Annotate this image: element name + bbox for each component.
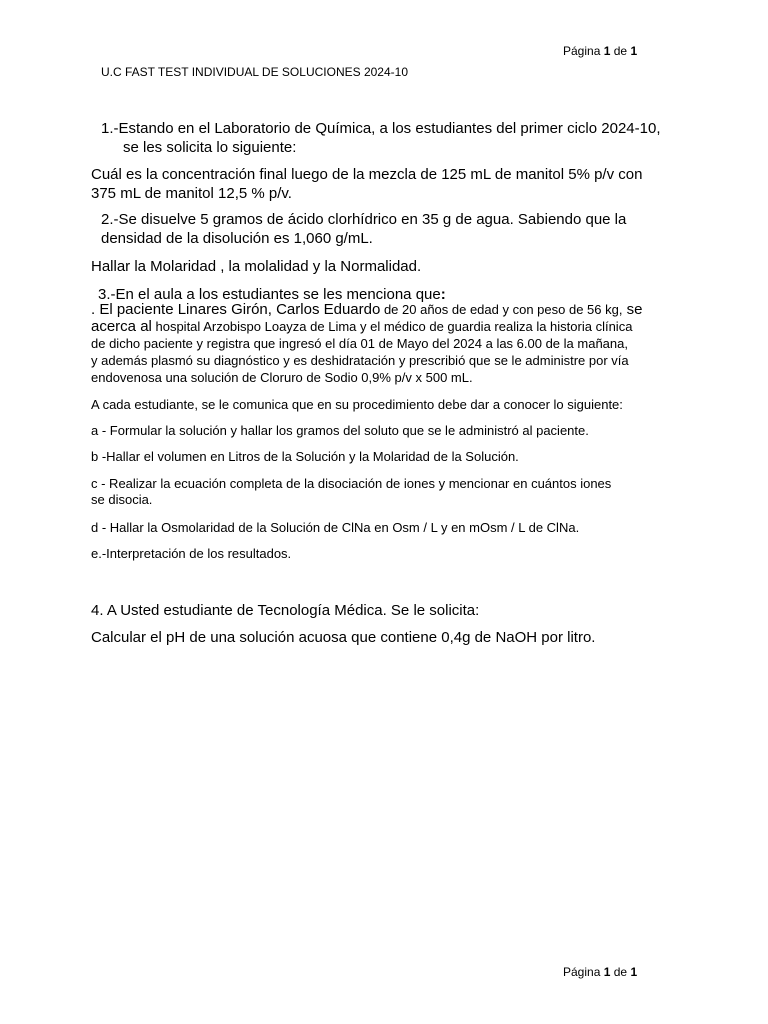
patient-age-weight: de 20 años de edad y con peso de 56 kg,	[380, 302, 623, 317]
question-2	[101, 210, 701, 248]
patient-case-hospital: hospital Arzobispo Loayza de Lima y el médico de guardia realiza la historia clínica	[151, 319, 633, 334]
patient-case	[91, 301, 691, 386]
question-1-line-2: se les solicita lo siguiente:	[123, 139, 297, 156]
patient-name: . El paciente Linares Girón, Carlos Eduardo	[91, 301, 381, 318]
question-2-line-2: densidad de la disolución es 1,060 g/mL.	[101, 230, 373, 247]
question-1-body-line-1: Cuál es la concentración final luego de la mezcla de 125 mL de manitol 5% p/v con	[91, 166, 643, 183]
question-3-intro-text: 3.-En el aula a los estudiantes se les menciona que	[98, 286, 441, 303]
page-num: 1	[603, 44, 611, 58]
item-c-line-1: c - Realizar la ecuación completa de la disociación de iones y mencionar en cuántos iones	[91, 476, 612, 491]
document-title: U.C FAST TEST INDIVIDUAL DE SOLUCIONES 2024-10	[101, 65, 408, 79]
patient-case-se: se	[622, 301, 643, 318]
question-4-body: Calcular el pH de una solución acuosa que contiene 0,4g de NaOH por litro.	[91, 629, 596, 646]
question-3-colon: :	[440, 286, 446, 303]
footer-of-word: de	[613, 965, 628, 979]
question-2-line-1: 2.-Se disuelve 5 gramos de ácido clorhídrico en 35 g de agua. Sabiendo que la	[101, 211, 627, 228]
item-c	[91, 476, 691, 508]
item-d: d - Hallar la Osmolaridad de la Solución de ClNa en Osm / L y en mOsm / L de ClNa.	[91, 520, 580, 535]
instruction-text: A cada estudiante, se le comunica que en su procedimiento debe dar a conocer lo siguiente:	[91, 397, 623, 412]
item-b: b -Hallar el volumen en Litros de la Solución y la Molaridad de la Solución.	[91, 449, 519, 464]
item-c-line-2: se disocia.	[91, 492, 153, 507]
page-total: 1	[630, 44, 638, 58]
question-1-line-1: 1.-Estando en el Laboratorio de Química, a los estudiantes del primer ciclo 2024-10,	[101, 120, 661, 137]
patient-case-line-1	[91, 301, 691, 318]
patient-case-line-2	[91, 318, 691, 335]
question-4-title: 4. A Usted estudiante de Tecnología Médica. Se le solicita:	[91, 602, 480, 619]
patient-case-line-5: endovenosa una solución de Cloruro de Sodio 0,9% p/v x 500 mL.	[91, 370, 473, 385]
question-1-body-line-2: 375 mL de manitol 12,5 % p/v.	[91, 185, 292, 202]
question-1	[101, 119, 721, 157]
patient-case-acerca: acerca al	[91, 318, 152, 335]
page-word: Página	[563, 44, 601, 58]
question-1-body	[91, 165, 691, 203]
patient-case-line-3: de dicho paciente y registra que ingresó el día 01 de Mayo del 2024 a las 6.00 de la mañana,	[91, 336, 628, 351]
footer-page-word: Página	[563, 965, 601, 979]
item-a: a - Formular la solución y hallar los gramos del soluto que se le administró al paciente.	[91, 423, 589, 438]
footer-page-total: 1	[630, 965, 638, 979]
footer-page-num: 1	[603, 965, 611, 979]
of-word: de	[613, 44, 628, 58]
page-number-footer	[563, 965, 637, 979]
page-number-header	[563, 44, 637, 58]
patient-case-line-4: y además plasmó su diagnóstico y es deshidratación y prescribió que se le administre por vía	[91, 353, 629, 368]
question-2-body: Hallar la Molaridad , la molalidad y la Normalidad.	[91, 258, 422, 275]
item-e: e.-Interpretación de los resultados.	[91, 546, 292, 561]
